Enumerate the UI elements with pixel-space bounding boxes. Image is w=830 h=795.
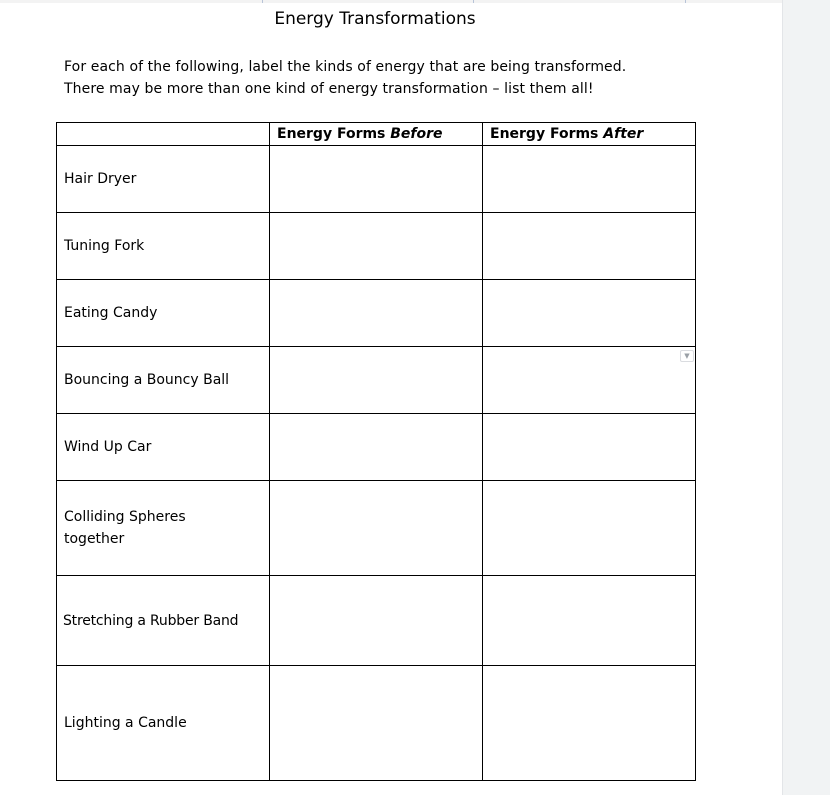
energy-table	[56, 122, 696, 781]
instructions[interactable]	[64, 56, 744, 100]
after-cell[interactable]	[483, 347, 696, 414]
item-cell[interactable]: Tuning Fork	[57, 213, 270, 280]
table-row	[57, 347, 696, 414]
ruler-marker	[262, 0, 263, 3]
after-cell[interactable]	[483, 576, 696, 666]
before-cell[interactable]	[270, 576, 483, 666]
after-cell[interactable]	[483, 481, 696, 576]
header-before[interactable]	[270, 123, 483, 146]
header-before-label: Energy Forms	[277, 126, 391, 142]
item-cell[interactable]: Lighting a Candle	[57, 666, 270, 781]
before-cell[interactable]	[270, 280, 483, 347]
table-row	[57, 481, 696, 576]
header-after-label: Energy Forms	[490, 126, 604, 142]
item-cell[interactable]: Wind Up Car	[57, 414, 270, 481]
table-header-row	[57, 123, 696, 146]
before-cell[interactable]	[270, 414, 483, 481]
header-item[interactable]	[57, 123, 270, 146]
ruler-marker	[685, 0, 686, 3]
table-row	[57, 146, 696, 213]
table-row	[57, 666, 696, 781]
chevron-down-icon[interactable]: ▼	[680, 350, 694, 362]
instruction-line[interactable]: For each of the following, label the kinds of energy that are being transformed.	[64, 59, 627, 75]
table-row	[57, 280, 696, 347]
before-cell[interactable]	[270, 481, 483, 576]
item-cell[interactable]: Stretching a Rubber Band	[57, 576, 270, 666]
header-before-emph: Before	[390, 126, 443, 142]
item-cell[interactable]: Eating Candy	[57, 280, 270, 347]
page-top-edge	[0, 0, 782, 3]
header-after-emph: After	[603, 126, 644, 142]
item-cell[interactable]: Bouncing a Bouncy Ball	[57, 347, 270, 414]
after-cell[interactable]	[483, 146, 696, 213]
ruler-marker	[473, 0, 474, 3]
item-cell[interactable]: Hair Dryer	[57, 146, 270, 213]
before-cell[interactable]	[270, 666, 483, 781]
instruction-line[interactable]: There may be more than one kind of energy transformation – list them all!	[64, 81, 594, 97]
after-cell[interactable]	[483, 414, 696, 481]
document-title[interactable]: Energy Transformations	[274, 9, 476, 29]
after-cell[interactable]	[483, 280, 696, 347]
table-row	[57, 414, 696, 481]
after-cell[interactable]	[483, 213, 696, 280]
before-cell[interactable]	[270, 213, 483, 280]
table-row	[57, 213, 696, 280]
table-row	[57, 576, 696, 666]
header-after[interactable]	[483, 123, 696, 146]
after-cell[interactable]	[483, 666, 696, 781]
before-cell[interactable]	[270, 146, 483, 213]
item-cell[interactable]: Colliding Spheres together	[57, 481, 270, 576]
before-cell[interactable]	[270, 347, 483, 414]
side-panel-gutter	[782, 0, 830, 795]
